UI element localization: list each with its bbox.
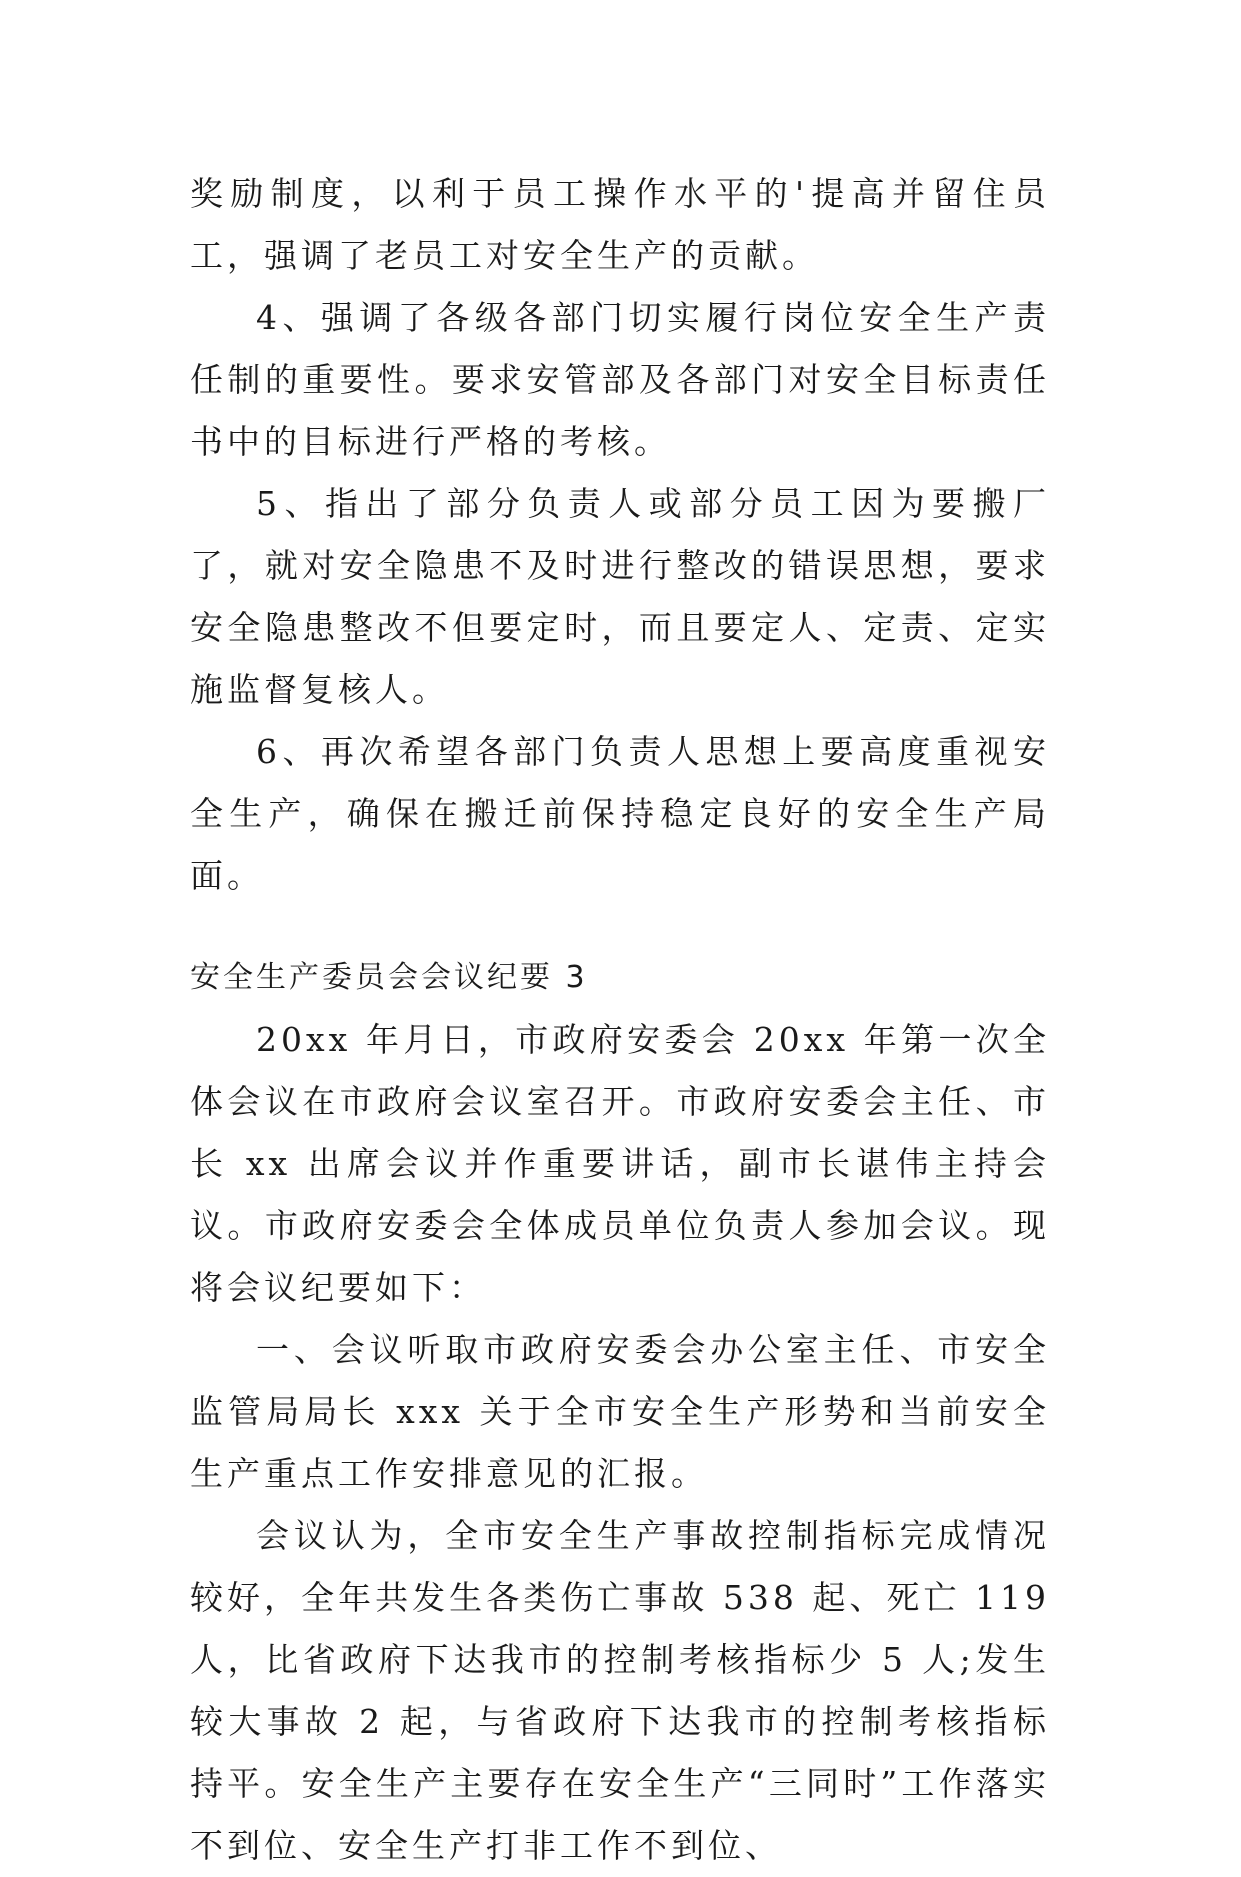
section-spacer: [190, 907, 1050, 947]
paragraph-item-4: 4、强调了各级各部门切实履行岗位安全生产责任制的重要性。要求安管部及各部门对安全目标责任书中的目标进行严格的考核。: [190, 298, 1050, 461]
paragraph-continuation: 奖励制度，以利于员工操作水平的'提高并留住员工，强调了老员工对安全生产的贡献。: [190, 174, 1050, 275]
paragraph-point-one: 一、会议听取市政府安委会办公室主任、市安全监管局局长 xxx 关于全市安全生产形势和当前安全生产重点工作安排意见的汇报。: [190, 1330, 1050, 1493]
section-title: 安全生产委员会会议纪要 3: [190, 960, 588, 995]
document-body: [190, 163, 1050, 1877]
paragraph-item-5: 5、指出了部分负责人或部分员工因为要搬厂了，就对安全隐患不及时进行整改的错误思想，要求安全隐患整改不但要定时，而且要定人、定责、定实施监督复核人。: [190, 484, 1050, 709]
paragraph-item-6: 6、再次希望各部门负责人思想上要高度重视安全生产，确保在搬迁前保持稳定良好的安全生产局面。: [190, 732, 1050, 895]
paragraph-meeting-intro: 20xx 年月日，市政府安委会 20xx 年第一次全体会议在市政府会议室召开。市政府安委会主任、市长 xx 出席会议并作重要讲话，副市长谌伟主持会议。市政府安委会全体成员单位负责人参加会议。现将会议纪要如下：: [190, 1020, 1050, 1307]
paragraph-assessment: 会议认为，全市安全生产事故控制指标完成情况较好，全年共发生各类伤亡事故 538 起、死亡 119 人，比省政府下达我市的控制考核指标少 5 人;发生较大事故 2 起，与省政府下达我市的控制考核指标持平。安全生产主要存在安全生产“三同时”工作落实不到位、安全生产打非工作不到位、: [190, 1516, 1050, 1865]
